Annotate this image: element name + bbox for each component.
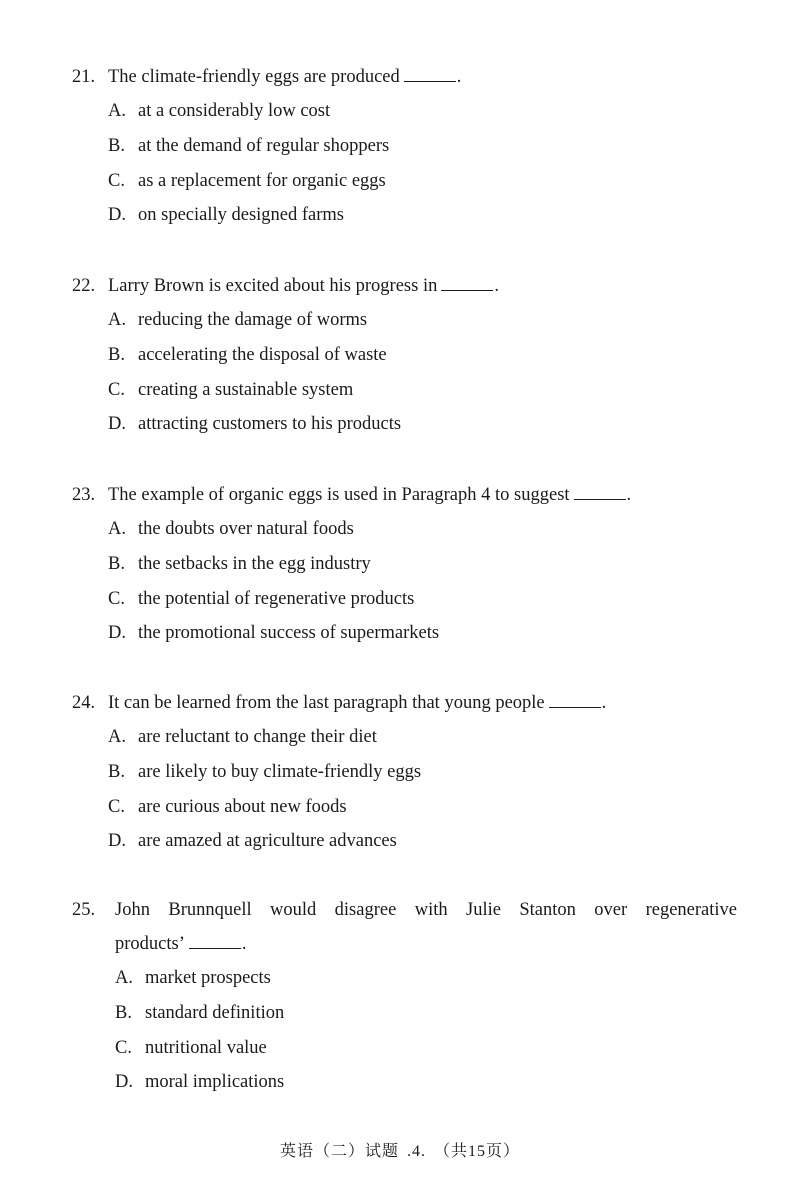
footer-total-pages: （共15页）: [434, 1143, 521, 1160]
question-23: [72, 478, 737, 651]
question-text: The climate-friendly eggs are produced: [108, 67, 400, 87]
option-a: A. the doubts over natural foods: [108, 519, 354, 539]
options-list: [108, 512, 737, 651]
question-24: [72, 686, 737, 859]
option-d: D. moral implications: [115, 1072, 285, 1093]
option-c: C. as a replacement for organic eggs: [108, 170, 386, 191]
option-a: A. at a considerably low cost: [108, 101, 331, 121]
option-d: D. on specially designed farms: [108, 205, 345, 226]
question-22: [72, 269, 737, 442]
options-list: [108, 303, 737, 442]
question-number: 25.: [72, 900, 96, 920]
question-number: 22.: [72, 276, 96, 296]
option-c: C. nutritional value: [115, 1037, 267, 1058]
page-footer: [0, 1138, 800, 1161]
option-b: B. standard definition: [115, 1002, 285, 1023]
options-list: [108, 94, 737, 233]
footer-page-number: .4.: [407, 1143, 426, 1160]
option-b: B. at the demand of regular shoppers: [108, 135, 390, 156]
answer-blank: [549, 689, 601, 708]
option-b: B. are likely to buy climate-friendly eggs: [108, 761, 422, 782]
option-d: D. attracting customers to his products: [108, 414, 402, 435]
question-25: [72, 893, 737, 1100]
question-21: [72, 60, 737, 233]
option-b: B. the setbacks in the egg industry: [108, 553, 371, 574]
question-text: John Brunnquell would disagree with Julie Stanton over regenerative: [115, 900, 737, 920]
question-text: The example of organic eggs is used in Paragraph 4 to suggest: [108, 485, 570, 505]
question-stem: 22. Larry Brown is excited about his progress in .: [72, 269, 737, 303]
option-c: C. the potential of regenerative products: [108, 588, 415, 609]
answer-blank: [441, 272, 493, 291]
option-c: C. are curious about new foods: [108, 796, 347, 817]
option-d: D. the promotional success of supermarkets: [108, 623, 440, 644]
question-number: 21.: [72, 67, 96, 87]
question-text: It can be learned from the last paragraph that young people: [108, 693, 545, 713]
option-a: A. market prospects: [115, 968, 271, 988]
question-text: Larry Brown is excited about his progress in: [108, 276, 438, 296]
question-stem: 24. It can be learned from the last paragraph that young people .: [72, 686, 737, 720]
footer-subject: 英语（二）试题: [279, 1143, 399, 1160]
option-a: A. reducing the damage of worms: [108, 310, 368, 330]
options-list: [115, 961, 737, 1100]
question-stem: 21. The climate-friendly eggs are produced .: [72, 60, 737, 94]
options-list: [108, 720, 737, 859]
answer-blank: [404, 63, 456, 82]
question-text-continued: products’ .: [115, 927, 737, 961]
answer-blank: [189, 930, 241, 949]
question-stem: [72, 893, 737, 927]
option-d: D. are amazed at agriculture advances: [108, 831, 397, 852]
question-number: 24.: [72, 693, 96, 713]
option-b: B. accelerating the disposal of waste: [108, 344, 387, 365]
question-number: 23.: [72, 485, 96, 505]
answer-blank: [574, 481, 626, 500]
question-stem: 23. The example of organic eggs is used in Paragraph 4 to suggest .: [72, 478, 737, 512]
option-a: A. are reluctant to change their diet: [108, 727, 377, 747]
option-c: C. creating a sustainable system: [108, 379, 354, 400]
